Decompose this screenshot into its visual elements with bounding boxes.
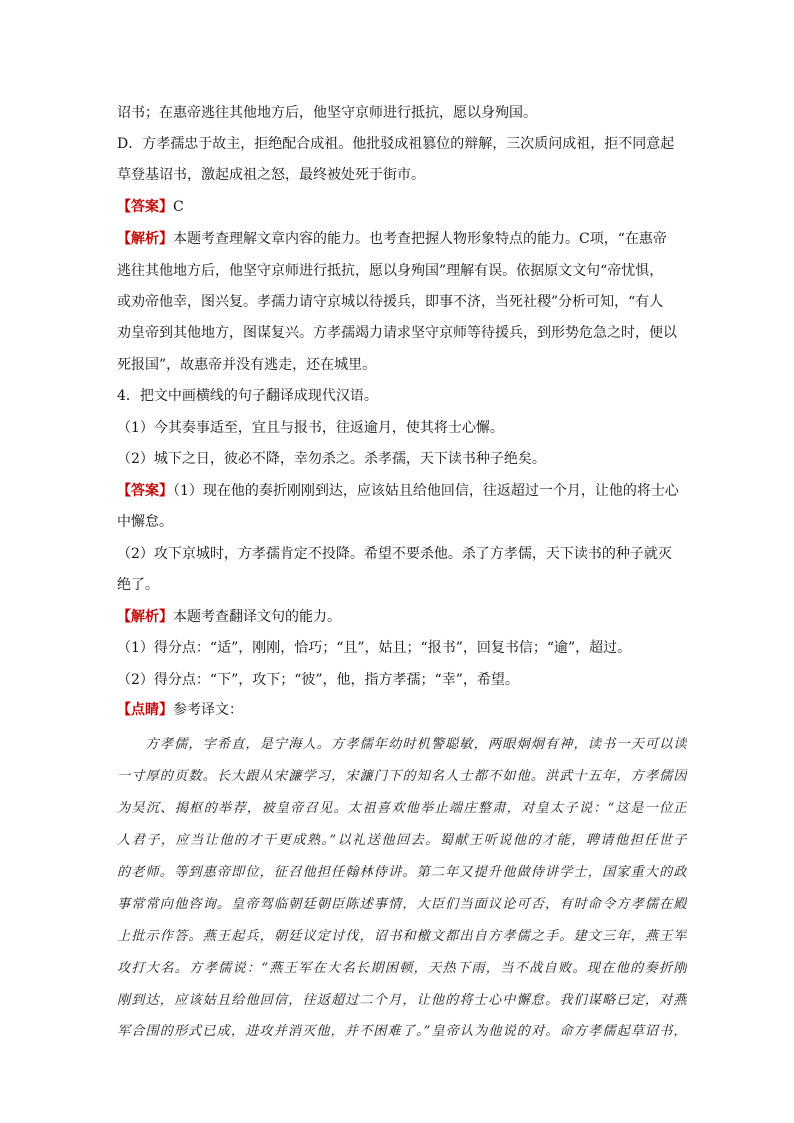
text-line: 劝皇帝到其他地方，图谋复兴。方孝孺竭力请求坚守京师等待援兵，到形势危急之时，便以 xyxy=(117,325,677,341)
analysis-line: 【解析】本题考查翻译文句的能力。 xyxy=(117,609,341,625)
answer-tag: 【答案】 xyxy=(117,199,173,215)
translation-line: 一寸厚的页数。长大跟从宋濂学习，宋濂门下的知名人士都不如他。洪武十五年，方孝儒因 xyxy=(117,769,687,784)
text-line: （2）得分点：“下”，攻下；“彼”，他，指方孝孺；“幸”，希望。 xyxy=(117,672,519,688)
analysis-tag: 【解析】 xyxy=(117,231,173,247)
text-line: 诏书；在惠帝逃往其他地方后，他坚守京师进行抵抗，愿以身殉国。 xyxy=(117,105,537,121)
translation-line: 的老师。等到惠帝即位，征召他担任翰林侍讲。第二年又提升他做侍讲学士，国家重大的政 xyxy=(117,865,687,880)
translation-line: 人君子，应当让他的才干更成熟。”以礼送他回去。蜀献王听说他的才能，聘请他担任世子 xyxy=(117,833,687,848)
text-line: 草登基诏书，激起成祖之怒，最终被处死于街市。 xyxy=(117,167,425,183)
text-line: （1）得分点：“适”，刚刚，恰巧；“且”，姑且；“报书”，回复书信；“逾”，超过。 xyxy=(117,640,632,656)
answer-line: 【答案】C xyxy=(117,199,184,215)
question-4-line: 4．把文中画横线的句子翻译成现代汉语。 xyxy=(117,388,378,404)
analysis-tag: 【解析】 xyxy=(117,609,173,625)
answer-line: 【答案】（1）现在他的奏折刚刚到达，应该姑且给他回信，往返超过一个月，让他的将士心 xyxy=(117,483,679,499)
text-line: 逃往其他地方后，他坚守京师进行抵抗，愿以身殉国”理解有误。依据原文文句“帝忧惧， xyxy=(117,263,664,279)
text-line: （1）今其奏事适至，宜且与报书，往返逾月，使其将士心懈。 xyxy=(117,420,504,436)
translation-line: 方孝儒，字希直，是宁海人。方孝儒年幼时机警聪敏，两眼炯炯有神，读书一天可以读 xyxy=(117,737,687,752)
translation-line: 事常常向他咨询。皇帝驾临朝廷朝臣陈述事情，大臣们当面议论可否，有时命令方孝儒在殿 xyxy=(117,897,687,912)
translation-line: 刚到达，应该姑且给他回信，往返超过二个月，让他的将士心中懈怠。我们谋略已定，对燕 xyxy=(117,993,687,1008)
text-line: 死报国”，故惠帝并没有逃走，还在城里。 xyxy=(117,357,377,373)
translation-line: 攻打大名。方孝儒说：“燕王军在大名长期困顿，天热下雨，当不战自败。现在他的奏折刚 xyxy=(117,961,687,976)
text-line: （2）攻下京城时，方孝孺肯定不投降。希望不要杀他。杀了方孝儒，天下读书的种子就灭 xyxy=(117,546,672,562)
analysis-line: 【解析】本题考查理解文章内容的能力。也考查把握人物形象特点的能力。C项，“在惠帝 xyxy=(117,231,667,247)
translation-line: 上批示作答。燕王起兵，朝廷议定讨伐，诏书和檄文都出自方孝儒之手。建文三年，燕王军 xyxy=(117,929,687,944)
answer-tag: 【答案】 xyxy=(117,483,173,499)
text-line: 或劝帝他幸，图兴复。孝孺力请守京城以待援兵，即事不济，当死社稷”分析可知，“有人 xyxy=(117,294,664,310)
note-line: 【点睛】参考译文： xyxy=(117,702,243,718)
text-line: 中懈怠。 xyxy=(117,514,173,530)
option-d-line: D．方孝孺忠于故主，拒绝配合成祖。他批驳成祖篡位的辩解，三次质问成祖，拒不同意起 xyxy=(117,136,675,152)
translation-line: 军合围的形式已成，进攻并消灭他，并不困难了。”皇帝认为他说的对。命方孝儒起草诏书， xyxy=(117,1024,687,1039)
note-tag: 【点睛】 xyxy=(117,702,173,718)
text-line: （2）城下之日，彼必不降，幸勿杀之。杀孝孺，天下读书种子绝矣。 xyxy=(117,451,546,467)
text-line: 绝了。 xyxy=(117,577,159,593)
translation-line: 为吴沉、揭枢的举荐，被皇帝召见。太祖喜欢他举止端庄整肃，对皇太子说：“这是一位正 xyxy=(117,801,687,816)
